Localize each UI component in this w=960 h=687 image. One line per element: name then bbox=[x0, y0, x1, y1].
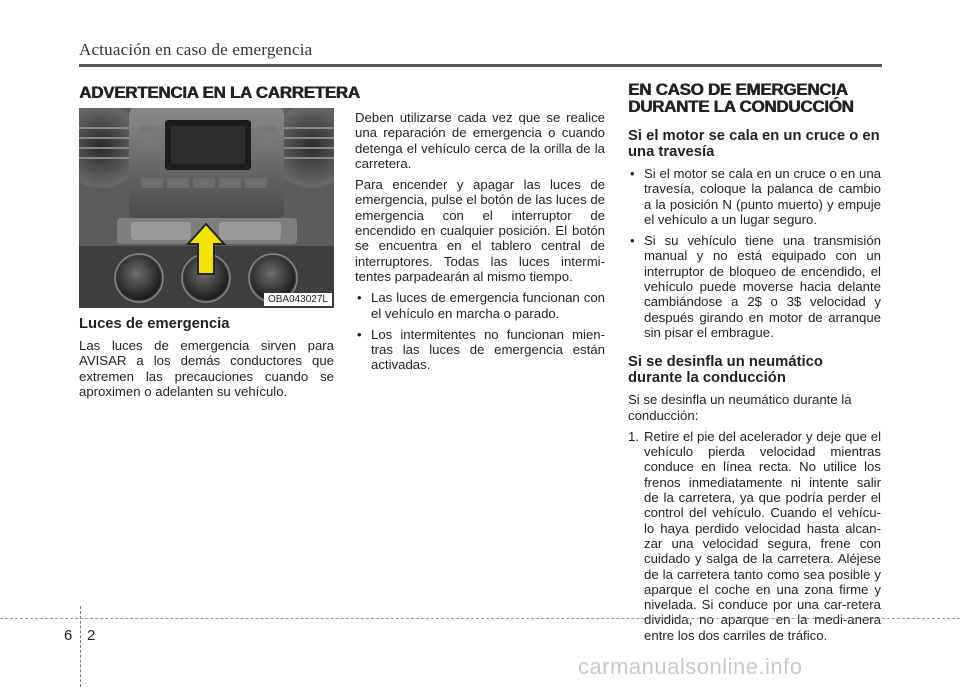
section-title-line2: DURANTE LA CONDUCCIÓN bbox=[628, 97, 854, 116]
right-bullet-list bbox=[628, 166, 881, 340]
subtitle-hazard-lights: Luces de emergencia bbox=[79, 316, 230, 332]
middle-column bbox=[355, 110, 605, 379]
dashboard-illustration bbox=[79, 108, 334, 308]
dashboard-figure bbox=[79, 108, 334, 308]
left-column bbox=[79, 316, 334, 405]
section-title-line1: EN CASO DE EMERGENCIA bbox=[628, 80, 848, 99]
middle-paragraph-1: Deben utilizarse cada vez que se realice una reparación de emergencia o cuando detenga el vehículo cerca de la orilla de la carretera. bbox=[355, 110, 605, 171]
chapter-number: 6 bbox=[64, 627, 73, 644]
middle-bullet-list bbox=[355, 290, 605, 372]
list-item: • Los intermitentes no funcionan mien-tras las luces de emergencia están activadas. bbox=[355, 327, 605, 373]
step-text: Retire el pie del acelerador y deje que el vehículo pierda velocidad mientras conduce en línea recta. No utilice los frenos inmediatamente ni intente salir de la carretera, ya que podría perder el control del vehículo. Cuando el vehícu-lo haya perdido velocidad hasta alcan-zar una velocidad segura, frene con cuidado y salga de la carretera. Aléjese de la carretera tanto como sea posible y aparque el coche en una zona firme y nivelada. Si conduce por una car-retera dividida, no aparque en la medi-anera entre los dos carriles de tráfico. bbox=[644, 428, 881, 643]
step-number: 1. bbox=[628, 428, 639, 444]
figure-code: OBA043027L bbox=[264, 293, 332, 306]
subtitle-engine-stall: Si el motor se cala en un cruce o en una travesía bbox=[628, 128, 880, 160]
list-item: • Si el motor se cala en un cruce o en una travesía, coloque la palanca de cambio a la posición N (punto muerto) y empuje el vehículo a un lugar seguro. bbox=[628, 166, 881, 227]
list-item: • Las luces de emergencia funcionan con el vehículo en marcha o parado. bbox=[355, 290, 605, 321]
subtitle-flat-tire: Si se desinfla un neumático durante la conducción bbox=[628, 354, 823, 387]
watermark: carmanualsonline.info bbox=[578, 654, 803, 679]
right-column bbox=[628, 128, 881, 643]
header-rule bbox=[79, 64, 882, 67]
footer-divider bbox=[80, 606, 81, 687]
flat-tire-intro: Si se desinfla un neumático durante la conducción: bbox=[628, 392, 852, 423]
page-number: 2 bbox=[87, 627, 96, 644]
section-title-warning: ADVERTENCIA EN LA CARRETERA bbox=[79, 83, 360, 102]
list-item bbox=[628, 429, 881, 643]
steps-list bbox=[628, 429, 881, 643]
footer-rule bbox=[0, 618, 960, 619]
section-title-emergency bbox=[628, 81, 888, 115]
middle-paragraph-2: Para encender y apagar las luces de emergencia, pulse el botón de las luces de emergencia con el interruptor de encendido en cualquier posición. El botón se encuentra en el tablero central de interruptores. Todas las luces intermi-tentes parpadearán al mismo tiempo. bbox=[355, 177, 605, 284]
list-item: • Si su vehículo tiene una transmisión manual y no está equipado con un interruptor de bloqueo de encendido, el vehículo puede moverse hacia delante cambiándose a 2$ o 3$ velocidad y después girando en motor de arranque sin pisar el embrague. bbox=[628, 233, 881, 340]
climate-knob-left bbox=[117, 256, 161, 300]
page-header-title: Actuación en caso de emergencia bbox=[79, 40, 313, 59]
hazard-paragraph: Las luces de emergencia sirven para AVISAR a los demás conductores que extremen las precauciones cuando se aproximen o adelanten su vehículo. bbox=[79, 338, 334, 399]
